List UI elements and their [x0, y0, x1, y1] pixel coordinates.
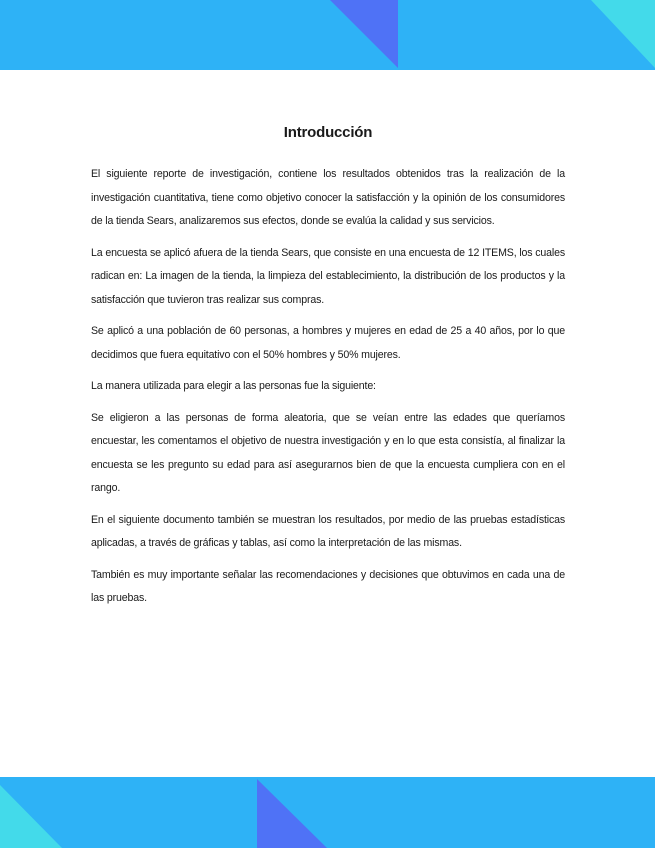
paragraph-recommendations: También es muy importante señalar las recomendaciones y decisiones que obtuvimos en cada una de las pruebas.	[91, 568, 565, 604]
page-title: Introducción	[283, 124, 373, 141]
document-body	[91, 124, 565, 619]
paragraph-results: En el siguiente documento también se muestran los resultados, por medio de las pruebas estadísticas aplicadas, a través de gráficas y tablas, así como la interpretación de las mismas.	[91, 513, 565, 549]
paragraph-population: Se aplicó a una población de 60 personas, a hombres y mujeres en edad de 25 a 40 años, por lo que decidimos que fuera equitativo con el 50% hombres y 50% mujeres.	[91, 325, 565, 361]
footer-band-fill	[0, 777, 655, 848]
header-band-fill	[0, 0, 655, 70]
paragraph-selection-details: Se eligieron a las personas de forma aleatoria, que se veían entre las edades que queríamos encuestar, les comentamos el objetivo de nuestra investigación y en lo que esta consistía, al finalizar la encuesta se les pregunto su edad para así asegurarnos bien de que la encuesta cumpliera con en el rango.	[91, 411, 565, 494]
footer-decoration-band	[0, 777, 655, 848]
header-decoration-band	[0, 0, 655, 70]
paragraph-intro: El siguiente reporte de investigación, contiene los resultados obtenidos tras la realización de la investigación cuantitativa, tiene como objetivo conocer la satisfacción y la opinión de los consumidores de la tienda Sears, analizaremos sus efectos, donde se evalúa la calidad y sus servicios.	[91, 168, 565, 227]
paragraph-survey-location: La encuesta se aplicó afuera de la tienda Sears, que consiste en una encuesta de 12 ITEMS, los cuales radican en: La imagen de la tienda, la limpieza del establecimiento, la distribución de los productos y la satisfacción que tuvieron tras realizar sus compras.	[91, 246, 565, 306]
paragraph-selection-method: La manera utilizada para elegir a las personas fue la siguiente:	[91, 380, 376, 392]
